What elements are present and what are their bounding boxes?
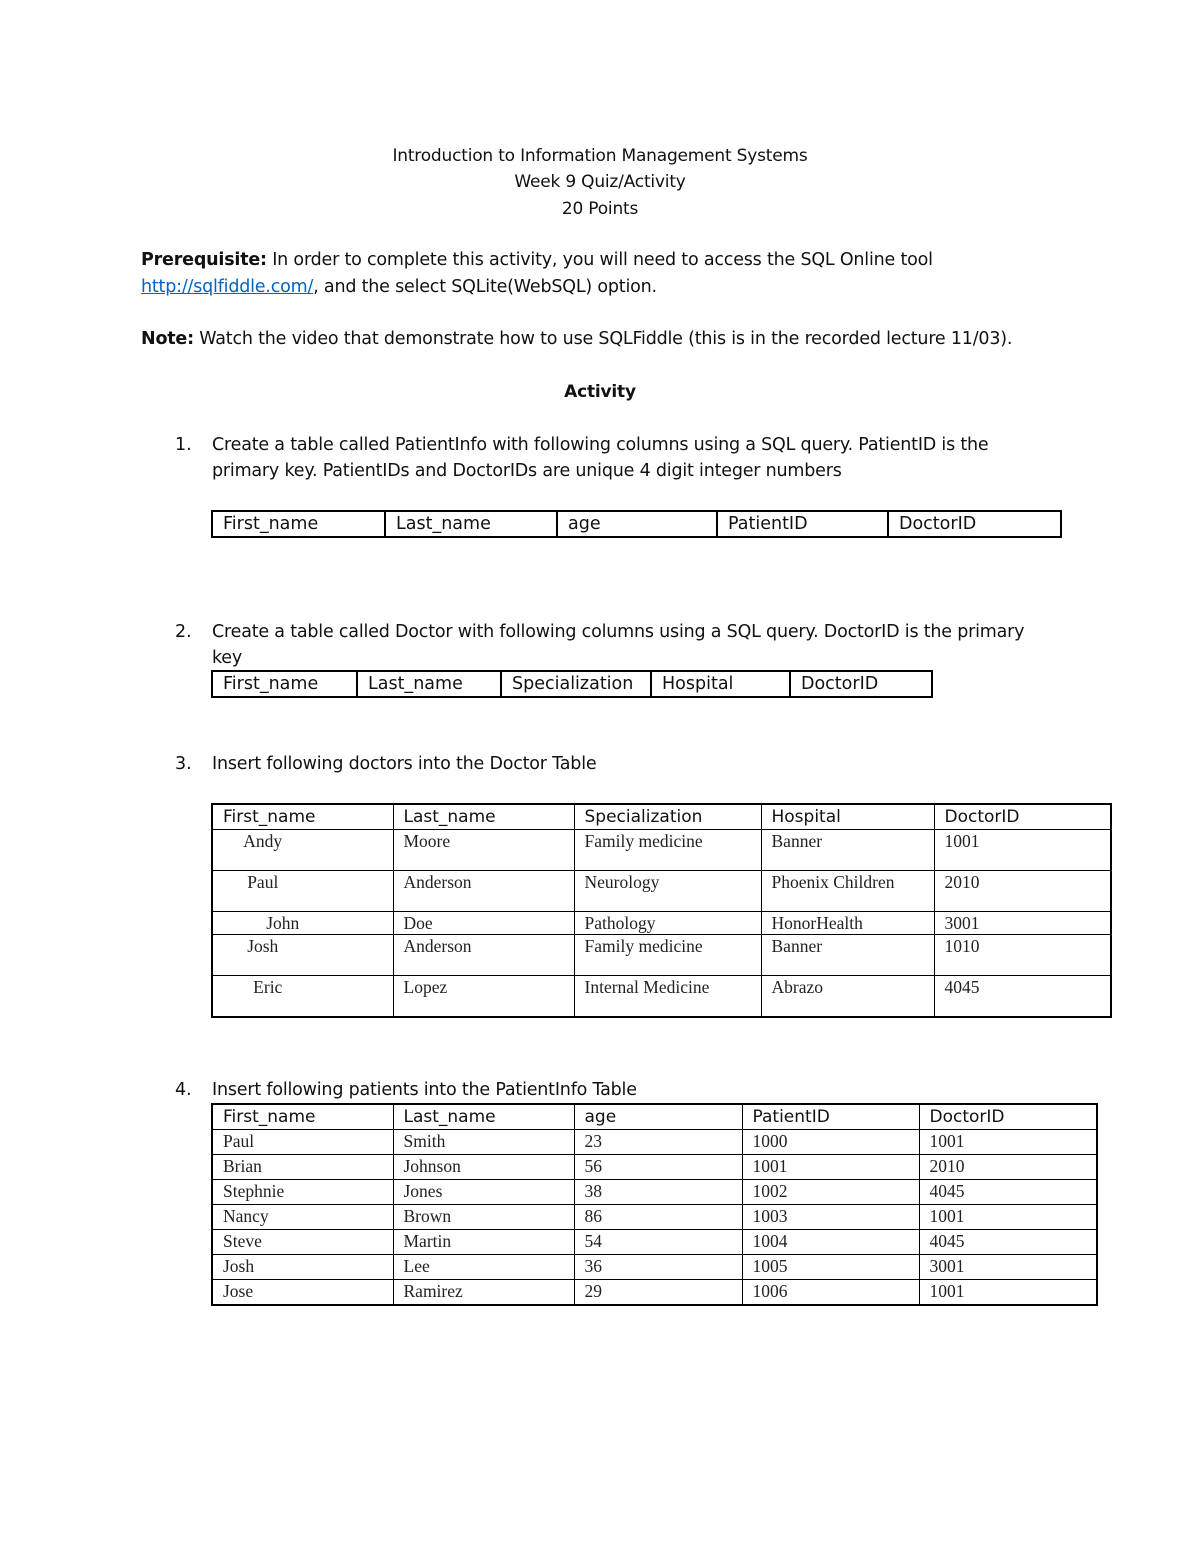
- doctor-columns-row: [212, 671, 932, 697]
- table-cell: 1002: [742, 1180, 919, 1205]
- table-row: [212, 1255, 1097, 1280]
- table-cell: 4045: [919, 1180, 1097, 1205]
- item-1-line-2: primary key. PatientIDs and DoctorIDs are unique 4 digit integer numbers: [212, 461, 842, 481]
- table-cell: Banner: [761, 935, 934, 976]
- item-number-4: 4.: [175, 1080, 192, 1100]
- table-cell: Johnson: [393, 1155, 574, 1180]
- column-header: First_name: [212, 511, 385, 537]
- column-header: Hospital: [651, 671, 790, 697]
- points-label: 20 Points: [561, 199, 639, 219]
- item-text-4: Insert following patients into the PatientInfo Table: [212, 1080, 637, 1100]
- activity-heading: Activity: [564, 382, 636, 402]
- table-header-cell: First_name: [212, 1104, 393, 1130]
- table-cell: 1003: [742, 1205, 919, 1230]
- table-cell: 1010: [934, 935, 1111, 976]
- prerequisite-label: Prerequisite:: [141, 250, 267, 270]
- table-header-cell: First_name: [212, 804, 393, 830]
- table-header-cell: Specialization: [574, 804, 761, 830]
- quiz-title: Week 9 Quiz/Activity: [514, 172, 686, 192]
- patientinfo-columns-table: [211, 510, 1062, 538]
- prerequisite-text-2: , and the select SQLite(WebSQL) option.: [313, 277, 657, 297]
- table-cell: Stephnie: [212, 1180, 393, 1205]
- table-cell: Lopez: [393, 976, 574, 1018]
- table-cell: Jose: [212, 1280, 393, 1306]
- table-cell: 4045: [934, 976, 1111, 1018]
- column-header: Last_name: [357, 671, 501, 697]
- note-text: Watch the video that demonstrate how to use SQLFiddle (this is in the recorded lecture 11/03).: [193, 329, 1013, 349]
- table-header-cell: Hospital: [761, 804, 934, 830]
- table-cell: 29: [574, 1280, 742, 1306]
- table-cell: Family medicine: [574, 935, 761, 976]
- table-cell: Anderson: [393, 871, 574, 912]
- table-row: [212, 1180, 1097, 1205]
- table-cell: Internal Medicine: [574, 976, 761, 1018]
- prerequisite-text: In order to complete this activity, you will need to access the SQL Online tool: [266, 250, 933, 270]
- table-cell: 1001: [919, 1205, 1097, 1230]
- table-row: [212, 1230, 1097, 1255]
- table-cell: Brown: [393, 1205, 574, 1230]
- table-header-row: [212, 804, 1111, 830]
- table-row: [212, 976, 1111, 1018]
- table-header-cell: Last_name: [393, 1104, 574, 1130]
- table-cell: 1000: [742, 1130, 919, 1155]
- table-header-cell: PatientID: [742, 1104, 919, 1130]
- patientinfo-columns-row: [212, 511, 1061, 537]
- table-cell: Doe: [393, 912, 574, 935]
- table-cell: 1006: [742, 1280, 919, 1306]
- table-cell: 2010: [919, 1155, 1097, 1180]
- table-cell: Lee: [393, 1255, 574, 1280]
- table-cell: 1001: [742, 1155, 919, 1180]
- doctor-columns-table: [211, 670, 933, 698]
- column-header: DoctorID: [790, 671, 932, 697]
- table-header-row: [212, 1104, 1097, 1130]
- table-cell: 1001: [919, 1280, 1097, 1306]
- patients-data-table: [211, 1103, 1098, 1306]
- item-number-3: 3.: [175, 754, 192, 774]
- sqlfiddle-link[interactable]: http://sqlfiddle.com/: [141, 277, 314, 297]
- table-cell: Smith: [393, 1130, 574, 1155]
- table-cell: Abrazo: [761, 976, 934, 1018]
- column-header: First_name: [212, 671, 357, 697]
- item-text-1: [212, 432, 989, 484]
- table-cell: Paul: [212, 1130, 393, 1155]
- item-number-1: 1.: [175, 435, 192, 455]
- table-cell: 36: [574, 1255, 742, 1280]
- table-cell: 1004: [742, 1230, 919, 1255]
- note-paragraph: [141, 326, 1012, 353]
- table-cell: Paul: [212, 871, 393, 912]
- table-cell: Andy: [212, 830, 393, 871]
- table-cell: 4045: [919, 1230, 1097, 1255]
- table-cell: Martin: [393, 1230, 574, 1255]
- column-header: age: [557, 511, 717, 537]
- table-cell: 1005: [742, 1255, 919, 1280]
- table-cell: Moore: [393, 830, 574, 871]
- table-cell: Josh: [212, 1255, 393, 1280]
- table-row: [212, 871, 1111, 912]
- table-row: [212, 912, 1111, 935]
- table-cell: Nancy: [212, 1205, 393, 1230]
- table-cell: 1001: [934, 830, 1111, 871]
- column-header: Specialization: [501, 671, 651, 697]
- table-cell: 23: [574, 1130, 742, 1155]
- table-cell: 86: [574, 1205, 742, 1230]
- item-number-2: 2.: [175, 622, 192, 642]
- table-cell: Family medicine: [574, 830, 761, 871]
- table-cell: 54: [574, 1230, 742, 1255]
- column-header: PatientID: [717, 511, 888, 537]
- table-cell: 2010: [934, 871, 1111, 912]
- table-row: [212, 1130, 1097, 1155]
- item-text-3: Insert following doctors into the Doctor Table: [212, 754, 597, 774]
- table-cell: Jones: [393, 1180, 574, 1205]
- note-label: Note:: [141, 329, 194, 349]
- doctors-data-table: [211, 803, 1112, 1018]
- table-cell: 3001: [934, 912, 1111, 935]
- table-row: [212, 830, 1111, 871]
- table-cell: Anderson: [393, 935, 574, 976]
- table-cell: Steve: [212, 1230, 393, 1255]
- table-cell: Eric: [212, 976, 393, 1018]
- prerequisite-paragraph: [141, 247, 933, 301]
- table-cell: John: [212, 912, 393, 935]
- table-cell: Phoenix Children: [761, 871, 934, 912]
- table-cell: Neurology: [574, 871, 761, 912]
- column-header: DoctorID: [888, 511, 1061, 537]
- table-cell: 3001: [919, 1255, 1097, 1280]
- column-header: Last_name: [385, 511, 557, 537]
- table-cell: 38: [574, 1180, 742, 1205]
- table-cell: 1001: [919, 1130, 1097, 1155]
- table-row: [212, 1205, 1097, 1230]
- table-row: [212, 935, 1111, 976]
- table-cell: Brian: [212, 1155, 393, 1180]
- table-cell: 56: [574, 1155, 742, 1180]
- item-1-line-1: Create a table called PatientInfo with following columns using a SQL query. PatientID is the: [212, 435, 989, 455]
- table-row: [212, 1155, 1097, 1180]
- table-header-cell: Last_name: [393, 804, 574, 830]
- item-text-2: [212, 619, 1024, 671]
- table-cell: Banner: [761, 830, 934, 871]
- table-cell: HonorHealth: [761, 912, 934, 935]
- table-header-cell: age: [574, 1104, 742, 1130]
- table-row: [212, 1280, 1097, 1306]
- table-cell: Josh: [212, 935, 393, 976]
- table-header-cell: DoctorID: [934, 804, 1111, 830]
- table-cell: Pathology: [574, 912, 761, 935]
- table-cell: Ramirez: [393, 1280, 574, 1306]
- course-title: Introduction to Information Management Systems: [392, 146, 808, 166]
- item-2-line-2: key: [212, 648, 243, 668]
- item-2-line-1: Create a table called Doctor with following columns using a SQL query. DoctorID is the primary: [212, 622, 1025, 642]
- table-header-cell: DoctorID: [919, 1104, 1097, 1130]
